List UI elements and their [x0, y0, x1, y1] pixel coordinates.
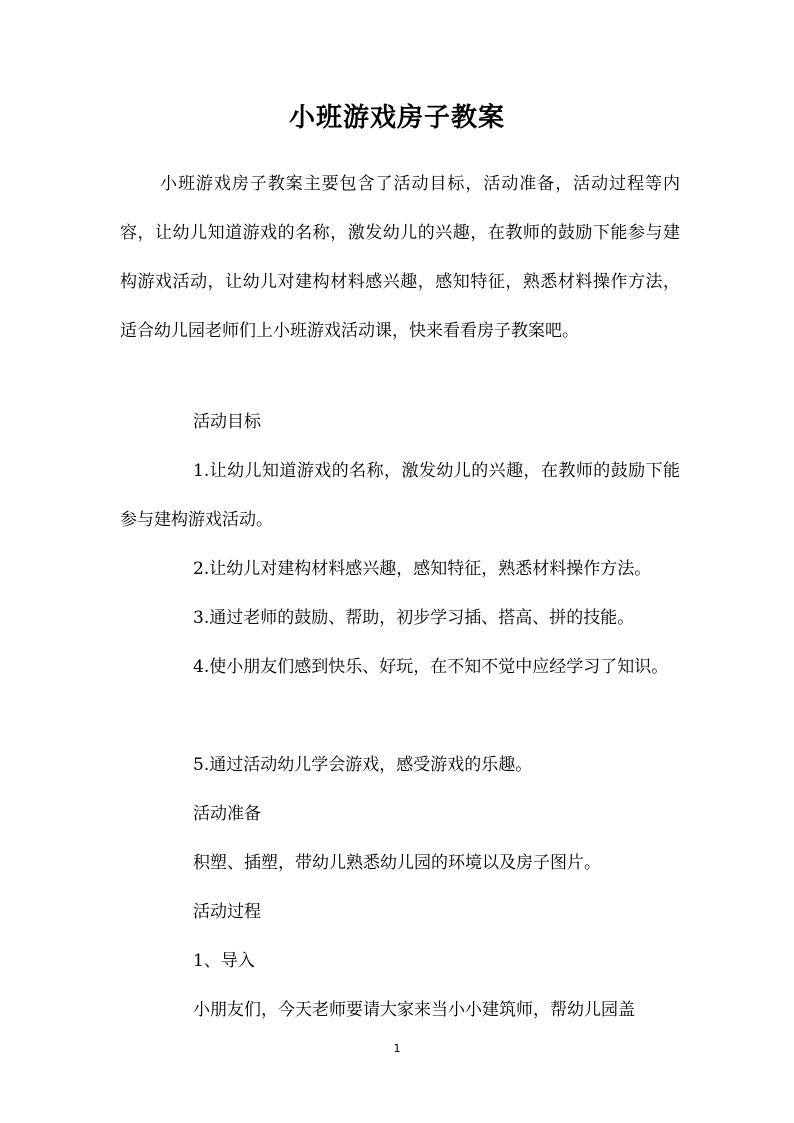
goals-heading: 活动目标 [193, 412, 261, 432]
prep-text: 积塑、插塑，带幼儿熟悉幼儿园的环境以及房子图片。 [193, 853, 601, 873]
process-heading: 活动过程 [193, 902, 261, 922]
goal-item-1: 1.让幼儿知道游戏的名称，激发幼儿的兴趣，在教师的鼓励下能参与建构游戏活动。 [120, 461, 680, 530]
intro-paragraph: 小班游戏房子教案主要包含了活动目标，活动准备，活动过程等内容，让幼儿知道游戏的名称，激发幼儿的兴趣，在教师的鼓励下能参与建构游戏活动，让幼儿对建构材料感兴趣，感知特征，熟悉材料操作方法，适合幼儿园老师们上小班游戏活动课，快来看看房子教案吧。 [120, 174, 680, 341]
page-number: 1 [393, 1042, 401, 1055]
goal-item-5: 5.通过活动幼儿学会游戏，感受游戏的乐趣。 [193, 755, 533, 775]
goal-item-3: 3.通过老师的鼓励、帮助，初步学习插、搭高、拼的技能。 [193, 608, 635, 628]
goal-item-2: 2.让幼儿对建构材料感兴趣，感知特征，熟悉材料操作方法。 [193, 559, 652, 579]
goal-item-4: 4.使小朋友们感到快乐、好玩，在不知不觉中应经学习了知识。 [193, 657, 669, 677]
step-1-heading: 1、导入 [193, 951, 255, 971]
prep-heading: 活动准备 [193, 804, 261, 824]
document-title: 小班游戏房子教案 [288, 103, 505, 133]
step-1-text: 小朋友们，今天老师要请大家来当小小建筑师，帮幼儿园盖 [193, 1000, 635, 1020]
